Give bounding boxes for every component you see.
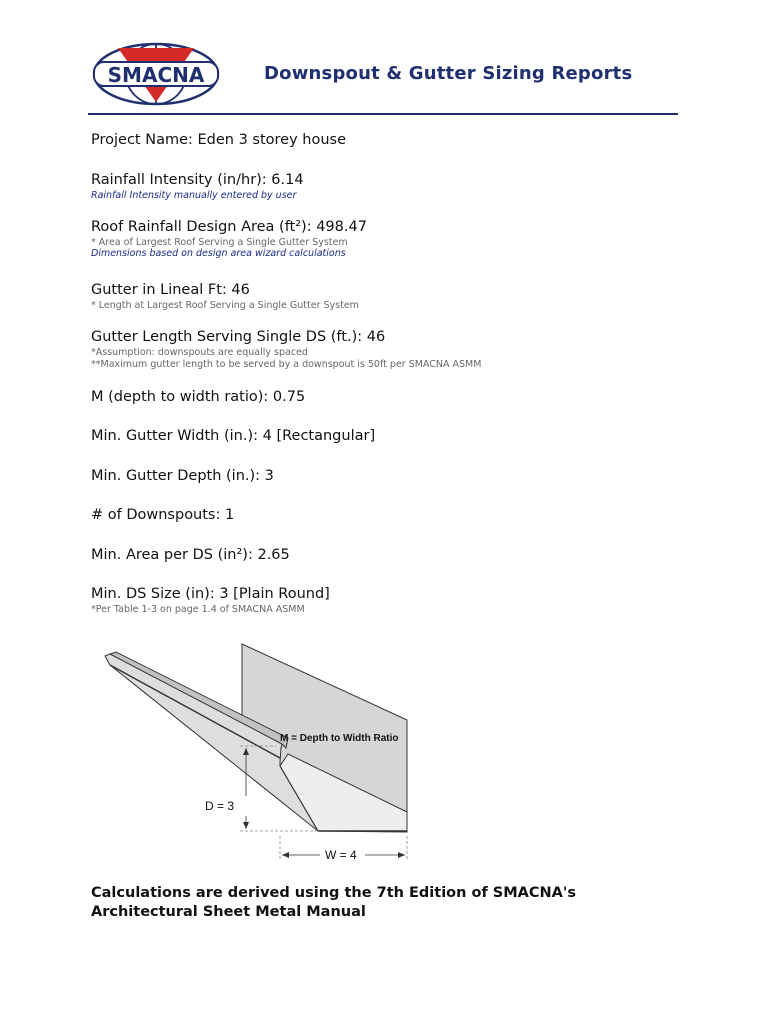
edition-note [91, 884, 711, 922]
edition-note-line: Calculations are derived using the 7th Edition of SMACNA's [91, 885, 576, 901]
field-min-gutter-depth [91, 467, 731, 486]
field-note: * Area of Largest Roof Serving a Single Gutter System [91, 236, 348, 248]
field-note: * Length at Largest Roof Serving a Single Gutter System [91, 299, 359, 311]
field-label: Roof Rainfall Design Area (ft²): 498.47 [91, 218, 367, 235]
report-title: Downspout & Gutter Sizing Reports [264, 63, 633, 84]
smacna-logo [88, 40, 228, 116]
field-roof-design-area [91, 218, 731, 260]
field-gutter-lineal-ft [91, 281, 731, 312]
field-note: **Maximum gutter length to be served by a downspout is 50ft per SMACNA ASMM [91, 358, 482, 370]
field-label: # of Downspouts: 1 [91, 507, 235, 523]
field-note: Dimensions based on design area wizard calculations [91, 248, 346, 259]
field-label: Rainfall Intensity (in/hr): 6.14 [91, 172, 304, 188]
field-label: Gutter Length Serving Single DS (ft.): 46 [91, 329, 386, 345]
field-downspout-count [91, 506, 731, 525]
field-label: Min. Gutter Width (in.): 4 [Rectangular] [91, 428, 376, 444]
field-note: *Assumption: downspouts are equally spaced [91, 347, 308, 358]
field-label: Min. DS Size (in): 3 [Plain Round] [91, 586, 330, 602]
report-header [88, 34, 678, 116]
field-project-name [91, 131, 731, 150]
field-note: Rainfall Intensity manually entered by user [91, 190, 297, 201]
report-fields [91, 131, 731, 616]
header-divider [88, 113, 678, 115]
field-gutter-length-ds [91, 328, 731, 370]
field-min-gutter-width [91, 427, 731, 446]
field-depth-width-ratio [91, 388, 731, 407]
field-rainfall-intensity [91, 171, 731, 202]
width-label: W = 4 [325, 848, 357, 862]
field-label: Min. Area per DS (in²): 2.65 [91, 547, 290, 563]
edition-note-line: Architectural Sheet Metal Manual [91, 904, 366, 920]
depth-label: D = 3 [205, 799, 235, 813]
ratio-label: M = Depth to Width Ratio [280, 733, 399, 744]
field-min-area-per-ds [91, 546, 731, 565]
svg-text:SMACNA: SMACNA [107, 63, 205, 87]
field-label: Min. Gutter Depth (in.): 3 [91, 468, 274, 484]
gutter-cross-section-diagram [90, 636, 420, 868]
field-min-ds-size [91, 585, 731, 616]
field-note: *Per Table 1-3 on page 1.4 of SMACNA ASMM [91, 604, 305, 615]
field-label: Gutter in Lineal Ft: 46 [91, 281, 250, 298]
field-label: M (depth to width ratio): 0.75 [91, 389, 306, 405]
field-label: Project Name: Eden 3 storey house [91, 132, 347, 148]
